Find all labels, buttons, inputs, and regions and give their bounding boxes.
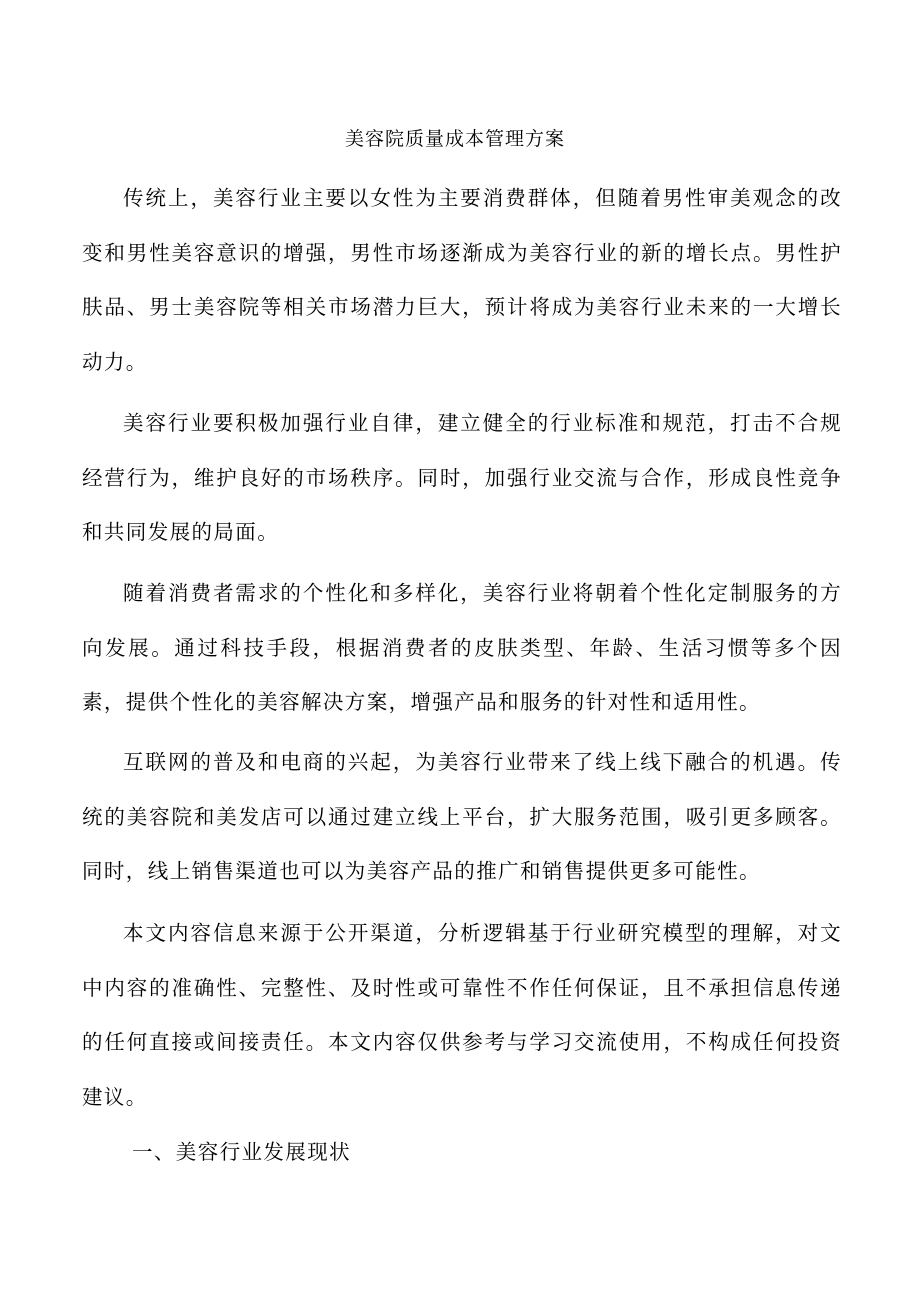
paragraph-disclaimer: 本文内容信息来源于公开渠道，分析逻辑基于行业研究模型的理解，对文中内容的准确性、完整性、及时性或可靠性不作任何保证，且不承担信息传递的任何直接或间接责任。本文内容仅供参考与学习交流使用，不构成任何投资建议。 [82, 921, 842, 1109]
document-title: 美容院质量成本管理方案 [344, 128, 565, 150]
paragraph-personalized-service: 随着消费者需求的个性化和多样化，美容行业将朝着个性化定制服务的方向发展。通过科技手段，根据消费者的皮肤类型、年龄、生活习惯等多个因素，提供个性化的美容解决方案，增强产品和服务的针对性和适用性。 [82, 581, 842, 714]
section-heading: 一、美容行业发展现状 [132, 1140, 351, 1164]
paragraph-male-market: 传统上，美容行业主要以女性为主要消费群体，但随着男性审美观念的改变和男性美容意识的增强，男性市场逐渐成为美容行业的新的增长点。男性护肤品、男士美容院等相关市场潜力巨大，预计将成为美容行业未来的一大增长动力。 [82, 186, 842, 374]
paragraph-industry-self-discipline: 美容行业要积极加强行业自律，建立健全的行业标准和规范，打击不合规经营行为，维护良好的市场秩序。同时，加强行业交流与合作，形成良性竞争和共同发展的局面。 [82, 411, 842, 544]
paragraph-online-offline: 互联网的普及和电商的兴起，为美容行业带来了线上线下融合的机遇。传统的美容院和美发店可以通过建立线上平台，扩大服务范围，吸引更多顾客。同时，线上销售渠道也可以为美容产品的推广和销售提供更多可能性。 [82, 750, 842, 883]
